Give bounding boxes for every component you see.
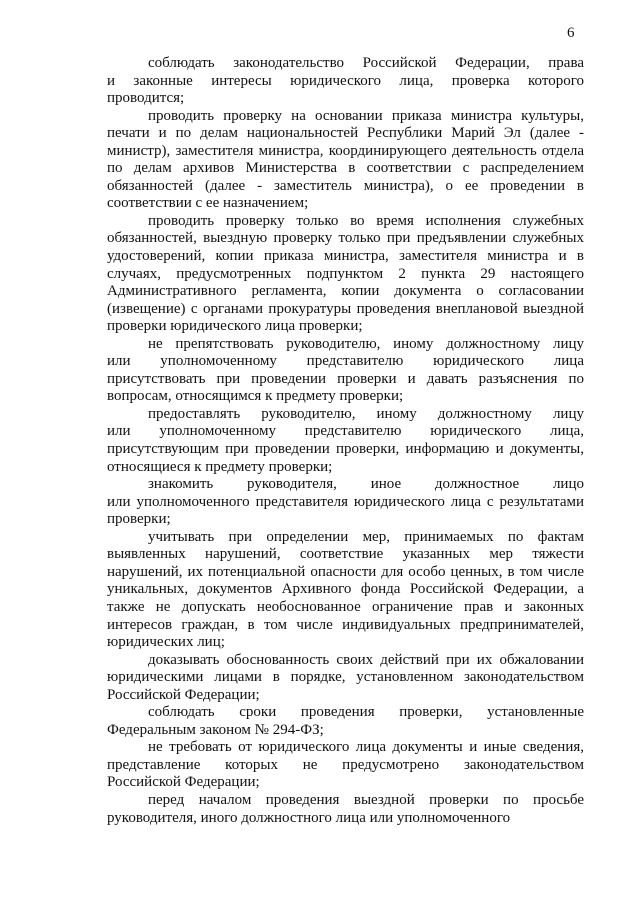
text-line: по делам архивов Министерства в соответствии с распределением <box>107 160 584 177</box>
text-line: перед началом проведения выездной проверки по просьбе <box>148 791 584 808</box>
text-line: соответствии с ее назначением; <box>107 195 309 212</box>
text-line: доказывать обоснованность своих действий при их обжаловании <box>148 651 584 668</box>
document-body <box>107 55 584 827</box>
text-line: проводится; <box>107 90 185 107</box>
text-line: представление которых не предусмотрено законодательством <box>107 756 584 773</box>
text-line: соблюдать сроки проведения проверки, установленные <box>148 704 584 721</box>
paragraph <box>107 108 584 213</box>
text-line: нарушений, их потенциальной опасности для особо ценных, в том числе <box>107 563 584 580</box>
text-line: Российской Федерации; <box>107 774 260 791</box>
text-line: не требовать от юридического лица документы и иные сведения, <box>148 739 584 756</box>
paragraph <box>107 406 584 476</box>
text-line: присутствовать при проведении проверки и давать разъяснения по <box>107 370 584 387</box>
text-line: министр), заместителя министра, координирующего деятельность отдела <box>107 142 584 159</box>
text-line: выявленных нарушений, соответствие указанных мер тяжести <box>107 546 584 563</box>
text-line: интересов граждан, в том числе индивидуальных предпринимателей, <box>107 616 584 633</box>
text-line: и законные интересы юридического лица, проверка которого <box>107 72 584 89</box>
text-line: обязанностей, выездную проверку только при предъявлении служебных <box>107 230 584 247</box>
text-line: печати и по делам национальностей Республики Марий Эл (далее - <box>107 125 584 142</box>
paragraph <box>107 739 584 792</box>
paragraph <box>107 213 584 336</box>
text-line: удостоверений, копии приказа министра, заместителя министра и в <box>107 248 584 265</box>
text-line: проводить проверку только во время исполнения служебных <box>148 212 584 229</box>
text-line: Административного регламента, копии документа о согласовании <box>107 283 584 300</box>
text-line: соблюдать законодательство Российской Федерации, права <box>148 55 584 71</box>
text-line: учитывать при определении мер, принимаемых по фактам <box>148 528 584 545</box>
text-line: или уполномоченного представителя юридического лица с результатами <box>107 493 584 510</box>
text-line: случаях, предусмотренных подпунктом 2 пункта 29 настоящего <box>107 265 584 282</box>
text-line: или уполномоченному представителю юридического лица <box>107 353 584 370</box>
text-line: уникальных, документов Архивного фонда Российской Федерации, а <box>107 581 584 598</box>
text-line: юридических лиц; <box>107 634 225 651</box>
text-line: проверки; <box>107 511 171 528</box>
text-line: относящиеся к предмету проверки; <box>107 458 333 475</box>
paragraph <box>107 652 584 705</box>
text-line: Российской Федерации; <box>107 686 260 703</box>
paragraph <box>107 792 584 827</box>
text-line: присутствующим при проведении проверки, информацию и документы, <box>107 441 584 458</box>
text-line: проверки юридического лица проверки; <box>107 318 363 335</box>
paragraph <box>107 55 584 108</box>
text-line: проводить проверку на основании приказа министра культуры, <box>148 107 584 124</box>
text-line: не препятствовать руководителю, иному должностному лицу <box>148 335 584 352</box>
text-line: Федеральным законом № 294-ФЗ; <box>107 721 324 738</box>
text-line: вопросам, относящимся к предмету проверки; <box>107 388 404 405</box>
text-line: юридическими лицами в порядке, установленном законодательством <box>107 669 584 686</box>
paragraph <box>107 529 584 652</box>
text-line: также не допускать необоснованное ограничение прав и законных <box>107 598 584 615</box>
paragraph <box>107 704 584 739</box>
paragraph <box>107 336 584 406</box>
page-number: 6 <box>567 25 575 41</box>
paragraph <box>107 476 584 529</box>
text-line: предоставлять руководителю, иному должностному лицу <box>148 405 584 422</box>
text-line: (извещение) с органами прокуратуры проведения внеплановой выездной <box>107 300 584 317</box>
text-line: знакомить руководителя, иное должностное лицо <box>148 476 584 493</box>
text-line: обязанностей (далее - заместитель министра), о ее проведении в <box>107 177 584 194</box>
text-line: или уполномоченному представителю юридического лица, <box>107 423 584 440</box>
text-line: руководителя, иного должностного лица или уполномоченного <box>107 809 511 826</box>
